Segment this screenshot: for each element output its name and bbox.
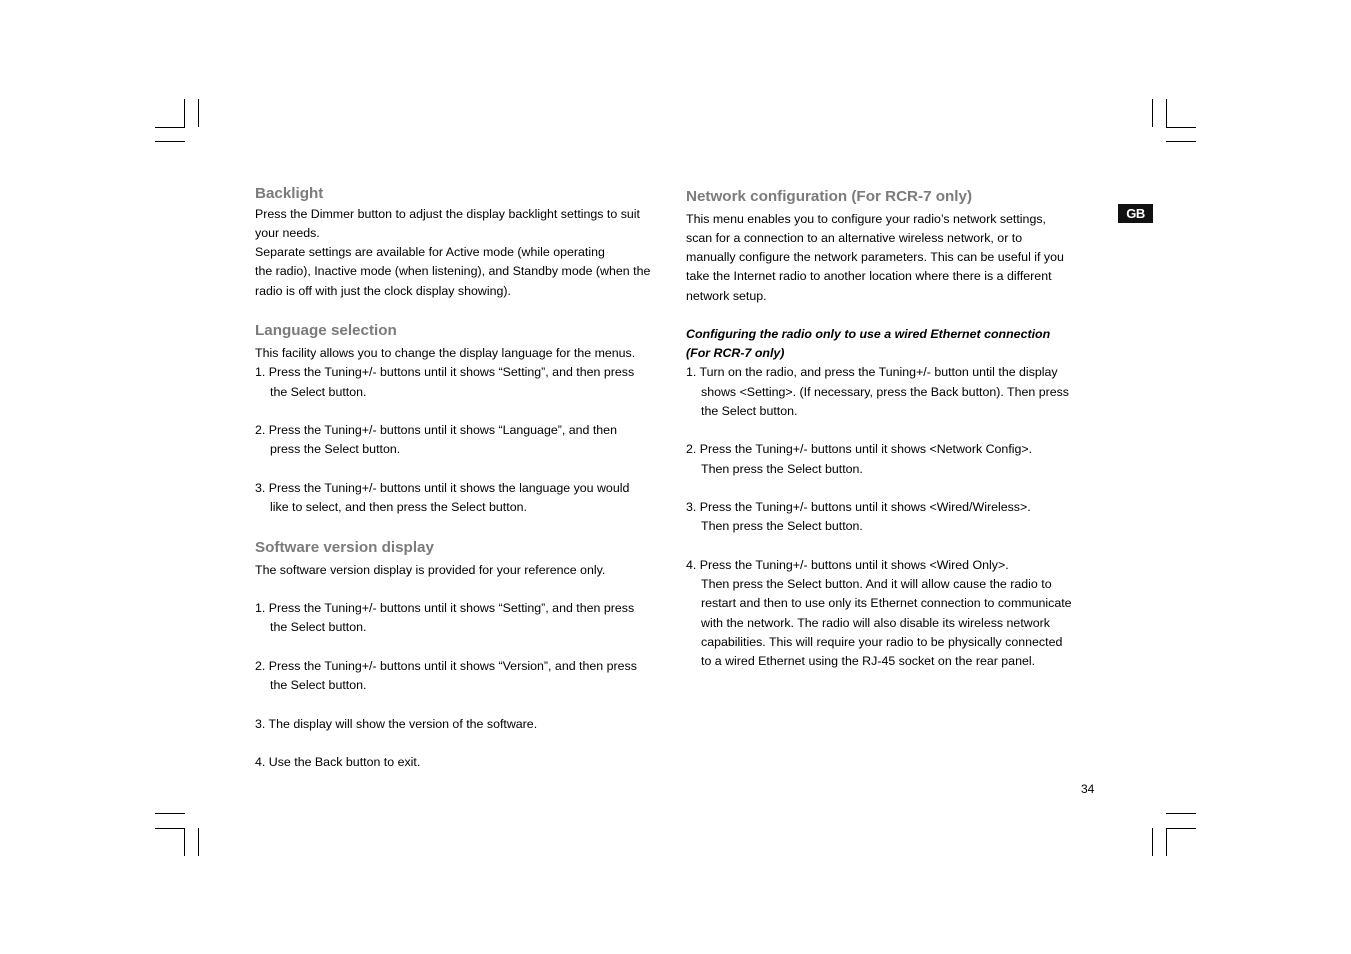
crop-mark — [198, 99, 199, 127]
language-step-3: 3. Press the Tuning+/- buttons until it shows the language you would — [255, 481, 630, 495]
software-step-2-cont: the Select button. — [270, 678, 367, 692]
wired-step-1-cont: shows <Setting>. (If necessary, press the Back button). Then press — [701, 385, 1070, 399]
software-step-3: 3. The display will show the version of the software. — [255, 717, 538, 731]
wired-step-2-cont: Then press the Select button. — [701, 462, 863, 476]
software-intro: The software version display is provided for your reference only. — [255, 563, 606, 577]
wired-step-1-cont: the Select button. — [701, 404, 798, 418]
network-line: This menu enables you to configure your radio’s network settings, — [686, 212, 1046, 226]
crop-mark — [198, 828, 199, 856]
language-intro: This facility allows you to change the display language for the menus. — [255, 346, 636, 360]
crop-mark — [1152, 99, 1153, 127]
software-step-1: 1. Press the Tuning+/- buttons until it shows “Setting”, and then press — [255, 601, 635, 615]
language-heading: Language selection — [255, 322, 397, 339]
page-number: 34 — [1081, 782, 1095, 796]
crop-mark — [184, 828, 185, 856]
software-step-2: 2. Press the Tuning+/- buttons until it shows “Version”, and then press — [255, 659, 637, 673]
language-step-1: 1. Press the Tuning+/- buttons until it shows “Setting”, and then press — [255, 365, 635, 379]
backlight-line: Press the Dimmer button to adjust the display backlight settings to suit — [255, 207, 640, 221]
language-step-1-cont: the Select button. — [270, 385, 367, 399]
network-line: manually configure the network parameters. This can be useful if you — [686, 250, 1064, 264]
language-step-3-cont: like to select, and then press the Select button. — [270, 500, 527, 514]
wired-step-3: 3. Press the Tuning+/- buttons until it shows <Wired/Wireless>. — [686, 500, 1031, 514]
language-step-2: 2. Press the Tuning+/- buttons until it shows “Language”, and then — [255, 423, 617, 437]
backlight-line: Separate settings are available for Active mode (while operating — [255, 245, 605, 259]
wired-step-4-cont: capabilities. This will require your radio to be physically connected — [701, 635, 1063, 649]
crop-mark — [155, 828, 185, 829]
backlight-line: the radio), Inactive mode (when listening), and Standby mode (when the — [255, 264, 651, 278]
crop-mark — [1166, 141, 1196, 142]
network-line: take the Internet radio to another location where there is a different — [686, 269, 1052, 283]
crop-mark — [1166, 813, 1196, 814]
language-badge: GB — [1118, 204, 1153, 223]
network-line: network setup. — [686, 289, 767, 303]
wired-step-4-cont: to a wired Ethernet using the RJ-45 socket on the rear panel. — [701, 654, 1036, 668]
software-heading: Software version display — [255, 539, 434, 556]
wired-subheading: (For RCR-7 only) — [686, 346, 785, 360]
backlight-line: your needs. — [255, 226, 320, 240]
crop-mark — [1166, 127, 1196, 128]
network-line: scan for a connection to an alternative wireless network, or to — [686, 231, 1023, 245]
crop-mark — [155, 813, 185, 814]
wired-step-3-cont: Then press the Select button. — [701, 519, 863, 533]
crop-mark — [1166, 99, 1167, 127]
software-step-4: 4. Use the Back button to exit. — [255, 755, 421, 769]
wired-step-4-cont: with the network. The radio will also disable its wireless network — [701, 616, 1050, 630]
wired-subheading: Configuring the radio only to use a wired Ethernet connection — [686, 327, 1051, 341]
wired-step-4-cont: Then press the Select button. And it will allow cause the radio to — [701, 577, 1052, 591]
language-step-2-cont: press the Select button. — [270, 442, 401, 456]
wired-step-4: 4. Press the Tuning+/- buttons until it shows <Wired Only>. — [686, 558, 1009, 572]
crop-mark — [155, 127, 185, 128]
software-step-1-cont: the Select button. — [270, 620, 367, 634]
network-heading: Network configuration (For RCR-7 only) — [686, 188, 973, 205]
crop-mark — [1166, 828, 1196, 829]
crop-mark — [184, 99, 185, 127]
crop-mark — [1152, 828, 1153, 856]
crop-mark — [155, 141, 185, 142]
backlight-line: radio is off with just the clock display showing). — [255, 284, 511, 298]
backlight-heading: Backlight — [255, 185, 324, 202]
wired-step-4-cont: restart and then to use only its Ethernet connection to communicate — [701, 596, 1072, 610]
wired-step-1: 1. Turn on the radio, and press the Tuning+/- button until the display — [686, 365, 1058, 379]
wired-step-2: 2. Press the Tuning+/- buttons until it shows <Network Config>. — [686, 442, 1033, 456]
crop-mark — [1166, 828, 1167, 856]
